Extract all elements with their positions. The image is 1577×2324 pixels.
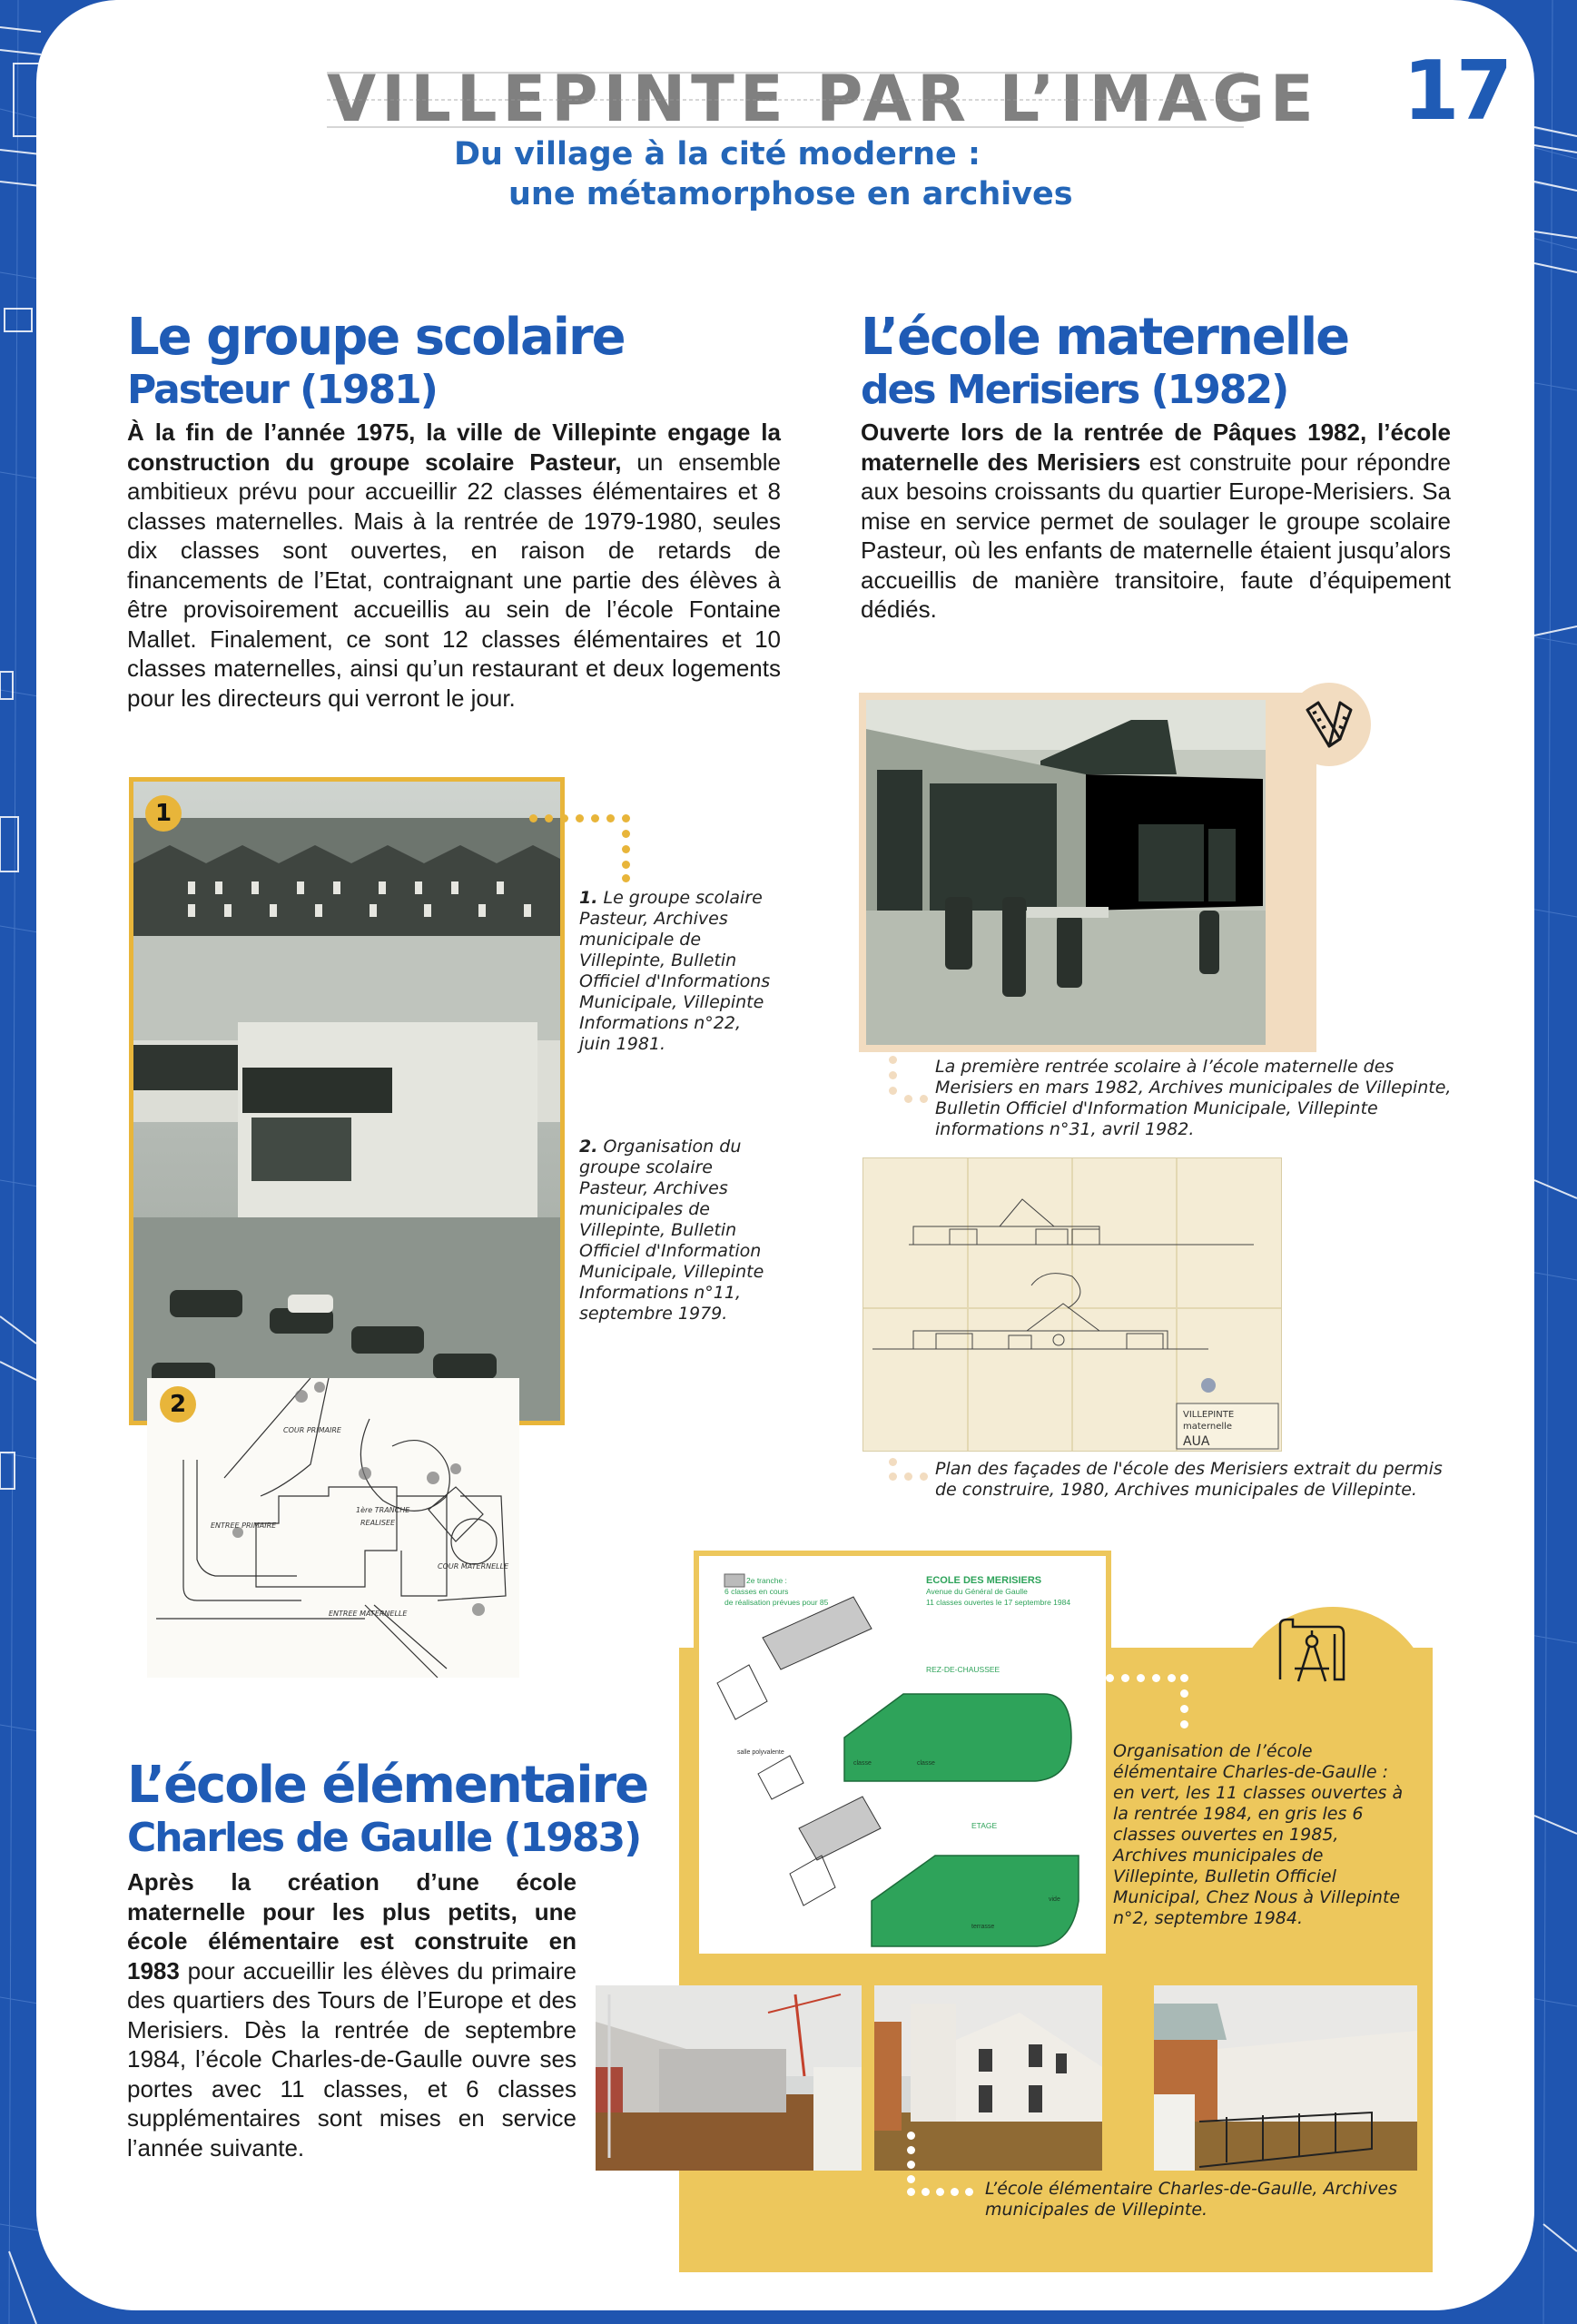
pasteur-body-bold: À la fin de l’année 1975, la ville de Villepinte engage la construction du groupe scolaire Pasteur, bbox=[127, 419, 781, 476]
plan-merisiers-facades bbox=[862, 1157, 1282, 1452]
plan-stamp-sub: maternelle bbox=[1183, 1422, 1233, 1432]
photo-badge-2: 2 bbox=[160, 1386, 196, 1423]
pasteur-subtitle: Pasteur (1981) bbox=[127, 367, 437, 413]
caption-merisiers-plan: Plan des façades de l'école des Merisiers extrait du permis de construire, 1980, Archives municipales de Villepinte. bbox=[935, 1459, 1443, 1500]
caption-pasteur-1 bbox=[579, 888, 774, 1055]
photo-merisiers-children bbox=[859, 693, 1316, 1052]
plan-charles-de-gaulle-drawing bbox=[699, 1556, 1106, 1954]
photo-cdg-2 bbox=[874, 1985, 1102, 2171]
plan-label-entree-primaire: ENTREE PRIMAIRE bbox=[211, 1521, 277, 1530]
plan-label-cour-maternelle: COUR MATERNELLE bbox=[438, 1562, 509, 1571]
caption-merisiers-photo: La première rentrée scolaire à l’école maternelle des Merisiers en mars 1982, Archives municipales de Villepinte, Bulletin Officiel d'Information Municipale, Villepinte informations n°31, avril 1982. bbox=[935, 1057, 1452, 1139]
page-subtitle bbox=[454, 134, 1180, 214]
plan-label-entree-maternelle: ENTREE MATERNELLE bbox=[329, 1610, 408, 1618]
cdg-plan-address: Avenue du Général de Gaulle bbox=[926, 1587, 1028, 1596]
caption-cdg-plan: Organisation de l’école élémentaire Charles-de-Gaulle : en vert, les 11 classes ouvertes à la rentrée 1984, en gris les 6 classes ouvertes en 1985, Archives municipales de Villepinte, Bulletin Officiel Municipal, Chez Nous à Villepinte n°2, septembre 1984. bbox=[1113, 1741, 1404, 1928]
merisiers-subtitle: des Merisiers (1982) bbox=[861, 367, 1288, 413]
ruler-icon bbox=[1287, 683, 1371, 766]
photo-pasteur-aerial bbox=[129, 777, 565, 1425]
subtitle-line-2: une métamorphose en archives bbox=[508, 176, 1073, 212]
photo-cdg-3 bbox=[1154, 1985, 1417, 2171]
cdg-plan-school-name: ECOLE DES MERISIERS bbox=[926, 1575, 1042, 1586]
merisiers-body-text: est construite pour répondre aux besoins croissants du quartier Europe-Merisiers. Sa mise en service permet de soulager le groupe scolaire Pasteur, où les enfants de maternelle étaient jusqu’alors accueillis de manière transitoire, faute d’équipement dédiés. bbox=[861, 448, 1451, 623]
plan-label-tranche: 1ère TRANCHE bbox=[356, 1506, 410, 1514]
cdg-room-polyvalente: salle polyvalente bbox=[737, 1749, 784, 1756]
caption-1-number: 1. bbox=[579, 888, 598, 908]
pasteur-body bbox=[127, 418, 781, 713]
caption-pasteur-2 bbox=[579, 1137, 774, 1324]
cdg-plan-floor-etage: ETAGE bbox=[971, 1821, 998, 1830]
merisiers-body-bold: Ouverte lors de la rentrée de Pâques 1982, l’école maternelle des Merisiers bbox=[861, 419, 1451, 476]
caption-1-text: Le groupe scolaire Pasteur, Archives municipale de Villepinte, Bulletin Officiel d'Informations Municipale, Villepinte Informations n°22, juin 1981. bbox=[579, 888, 771, 1054]
charles-body-text: pour accueillir les élèves du primaire des quartiers des Tours de l’Europe et des Merisiers. Dès la rentrée de septembre 1984, l’école Charles-de-Gaulle ouvre ses portes avec 11 classes, et 6 classes supplémentaires sont mises en service l’année suivante. bbox=[127, 1956, 577, 2162]
charles-body-bold: Après la création d’une école maternelle pour les plus petits, une école élémentaire est construite en 1983 bbox=[127, 1868, 577, 1984]
merisiers-body bbox=[861, 418, 1451, 625]
subtitle-line-1: Du village à la cité moderne : bbox=[454, 136, 981, 172]
caption-2-text: Organisation du groupe scolaire Pasteur, Archives municipales de Villepinte, Bulletin Officiel d'Information Municipale, Villepinte Informations n°11, septembre 1979. bbox=[579, 1137, 764, 1324]
plan-label-cour-primaire: COUR PRIMAIRE bbox=[283, 1426, 341, 1434]
caption-2-number: 2. bbox=[579, 1137, 598, 1157]
plan-pasteur-site bbox=[147, 1378, 519, 1678]
cdg-plan-legend-3: de réalisation prévues pour 85 bbox=[724, 1598, 829, 1607]
photo-pasteur-aerial-illustration bbox=[133, 782, 560, 1421]
cdg-room-classe-2: classe bbox=[917, 1760, 935, 1767]
cdg-room-vide: vide bbox=[1049, 1896, 1060, 1903]
cdg-plan-opened: 11 classes ouvertes le 17 septembre 1984 bbox=[926, 1598, 1071, 1607]
photo-cdg-1 bbox=[596, 1985, 862, 2171]
cdg-plan-legend-2: 6 classes en cours bbox=[724, 1587, 789, 1596]
charles-subtitle: Charles de Gaulle (1983) bbox=[127, 1815, 641, 1861]
plan-stamp-aua: AUA bbox=[1183, 1434, 1210, 1449]
plan-charles-de-gaulle bbox=[694, 1551, 1111, 1959]
plan-pasteur-drawing bbox=[147, 1378, 519, 1678]
compass-blueprint-icon bbox=[1271, 1616, 1353, 1698]
page-number: 17 bbox=[1403, 44, 1510, 139]
section-merisiers bbox=[861, 309, 1451, 625]
merisiers-title: L’école maternelle bbox=[861, 308, 1349, 367]
cdg-room-terrasse: terrasse bbox=[971, 1924, 995, 1930]
pasteur-body-text: un ensemble ambitieux prévu pour accueillir 22 classes élémentaires et 8 classes maternelles. Mais à la rentrée de 1979-1980, seules dix classes sont ouvertes, en raison de retards de financements de l’Etat, contraignant une partie des élèves à être provisoirement accueillis au sein de l’école Fontaine Mallet. Finalement, ce sont 12 classes élémentaires et 10 classes maternelles, ainsi qu’un restaurant et deux logements pour les directeurs qui verront le jour. bbox=[127, 448, 781, 712]
charles-title: L’école élémentaire bbox=[127, 1756, 648, 1815]
cdg-plan-floor-rdc: REZ-DE-CHAUSSEE bbox=[926, 1665, 1000, 1674]
cdg-room-classe: classe bbox=[853, 1760, 872, 1767]
photo-merisiers-frame bbox=[859, 693, 1316, 1052]
page-title: VILLEPINTE PAR L’IMAGE bbox=[327, 62, 1319, 136]
plan-label-realisee: REALISEE bbox=[360, 1519, 396, 1527]
pasteur-title: Le groupe scolaire bbox=[127, 308, 625, 367]
charles-body bbox=[127, 1867, 577, 2162]
section-pasteur bbox=[127, 309, 781, 713]
section-charles-de-gaulle bbox=[127, 1756, 648, 2162]
plan-stamp-title: VILLEPINTE bbox=[1183, 1410, 1235, 1420]
cdg-plan-legend-1: 2e tranche : bbox=[746, 1576, 787, 1585]
photo-badge-1: 1 bbox=[145, 795, 182, 832]
caption-cdg-photos: L’école élémentaire Charles-de-Gaulle, Archives municipales de Villepinte. bbox=[985, 2179, 1398, 2220]
plan-merisiers-drawing bbox=[863, 1158, 1281, 1451]
